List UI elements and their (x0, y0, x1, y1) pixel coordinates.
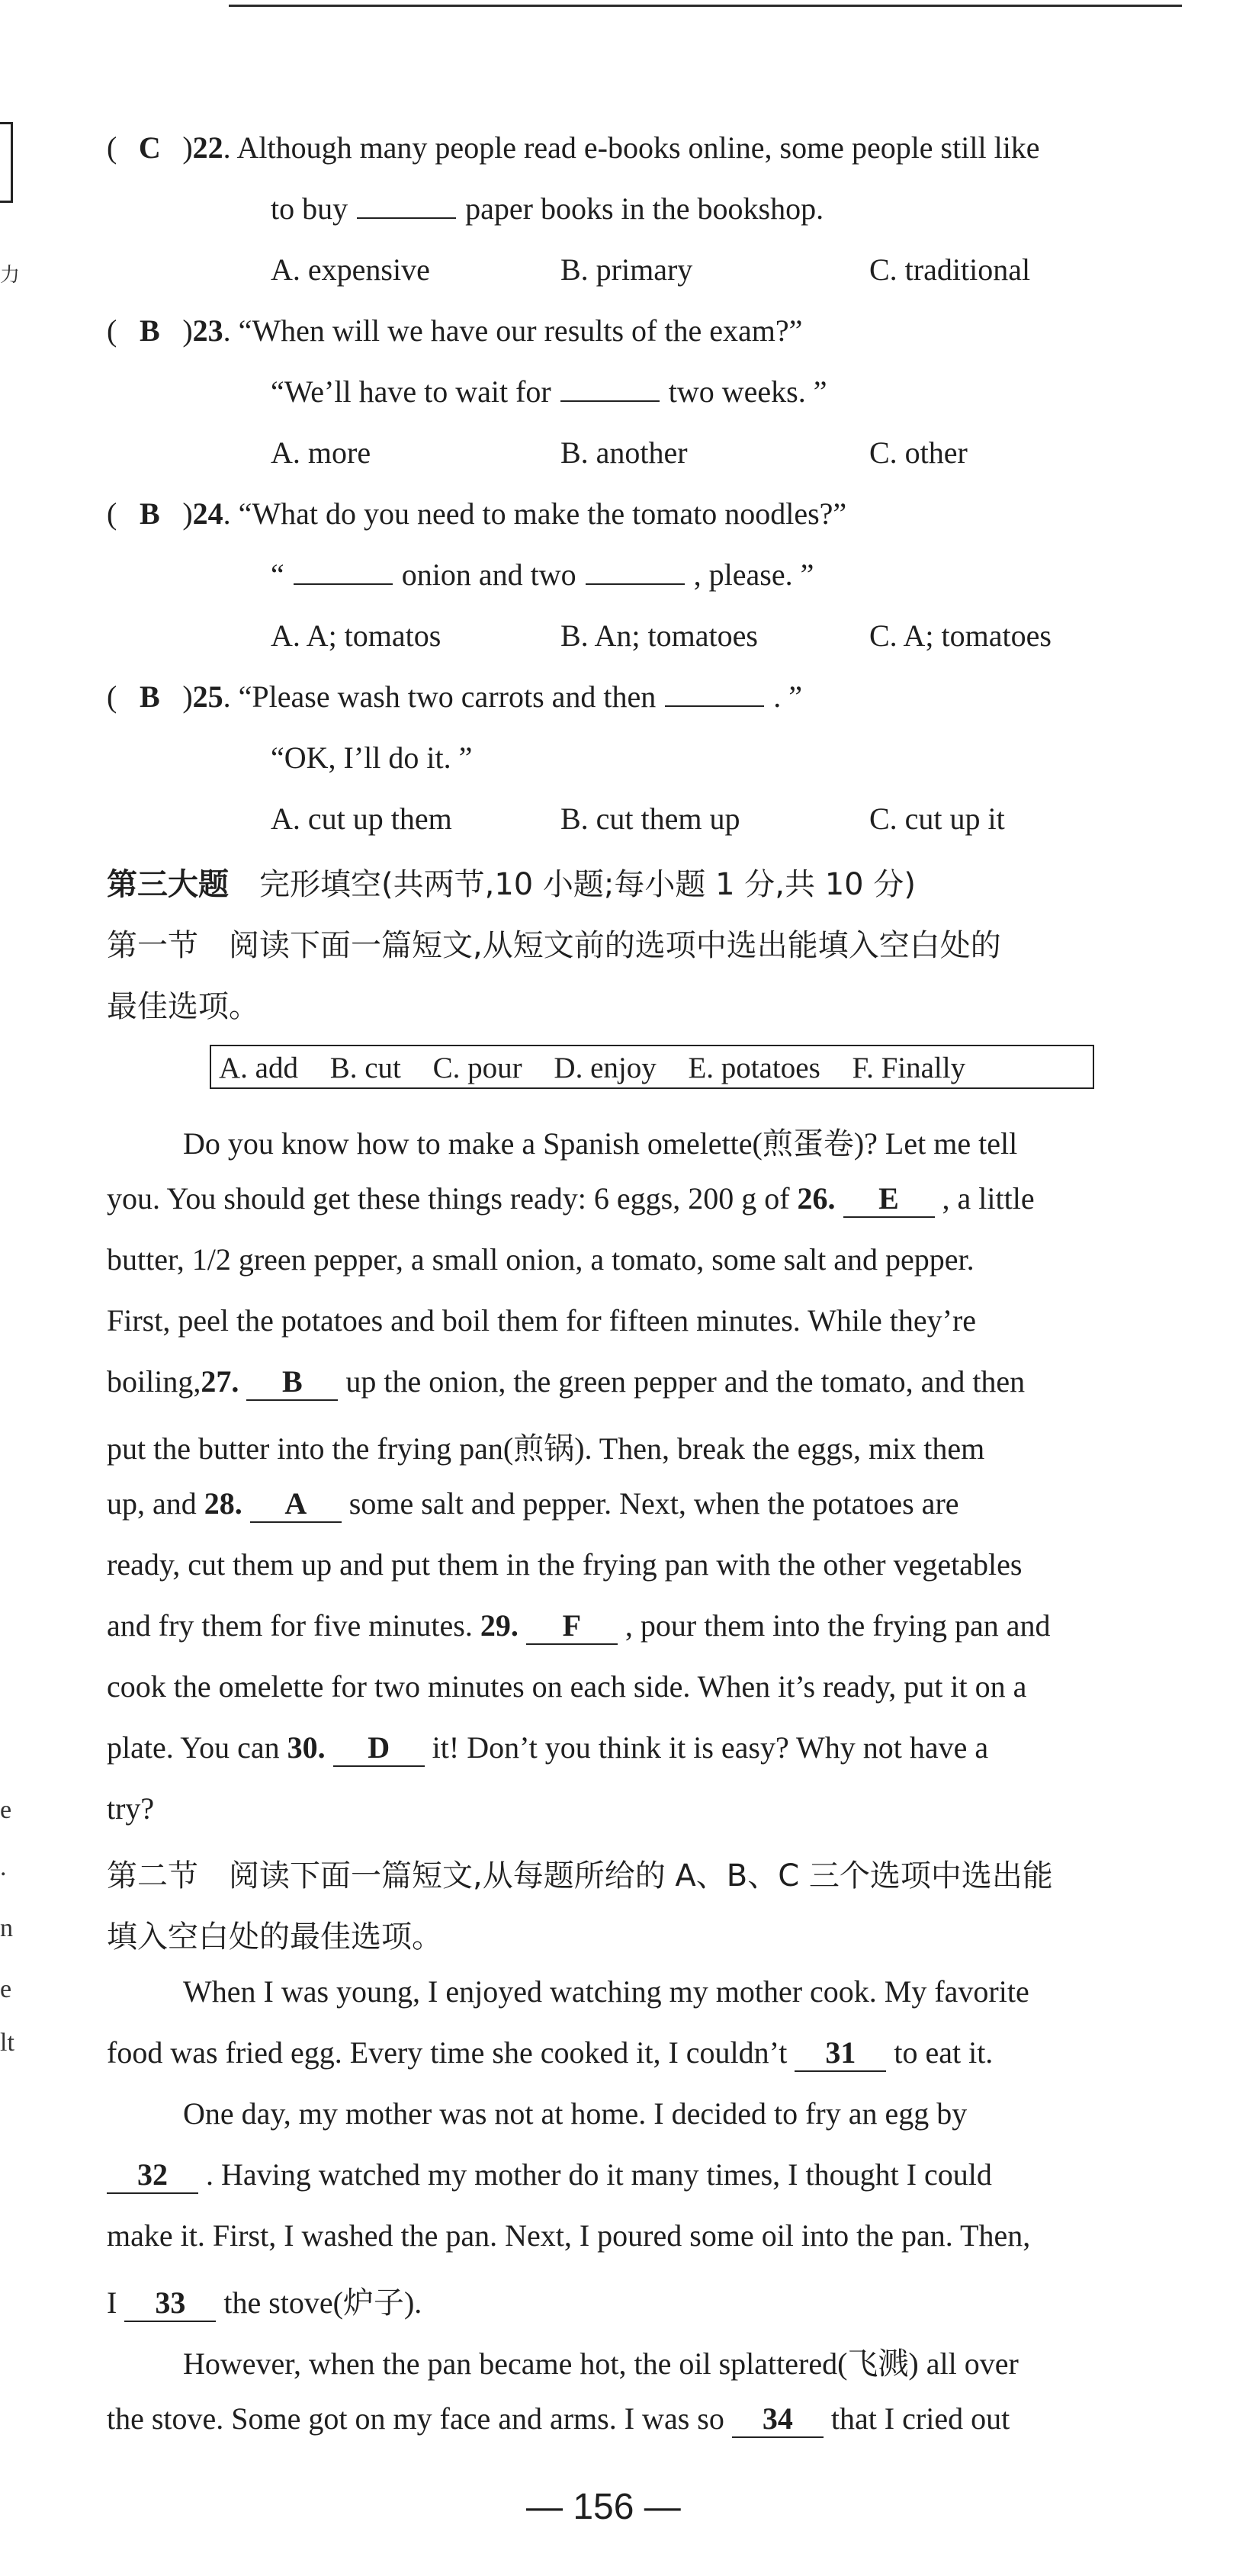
text: up the onion, the green pepper and the tomato, and then (345, 1364, 1026, 1399)
blank-number: 30. (287, 1730, 326, 1765)
question-text: , please. ” (693, 557, 814, 592)
question-number: 23 (192, 313, 223, 348)
text: , pour them into the frying pan and (625, 1608, 1051, 1643)
text: some salt and pepper. Next, when the potatoes are (348, 1486, 959, 1521)
section-heading (107, 860, 916, 904)
question-text: . ” (773, 679, 803, 714)
box-option: E. potatoes (688, 1052, 820, 1084)
text: you. You should get these things ready: 6 eggs, 200 g of (107, 1181, 790, 1216)
part1-instruction-cont: 最佳选项。 (107, 989, 259, 1024)
blank-number: 31 (795, 2035, 886, 2072)
passage-line: When I was young, I enjoyed watching my mother cook. My favorite (183, 1974, 1029, 2009)
text: plate. You can (107, 1730, 280, 1765)
question-22: ( C )22. Although many people read e-books online, some people still like (107, 128, 1040, 168)
option-b: B. primary (560, 252, 693, 287)
part2-instruction: 第二节 阅读下面一篇短文,从每题所给的 A、B、C 三个选项中选出能 (107, 1858, 1053, 1893)
question-text: Although many people read e-books online, some people still like (236, 130, 1040, 165)
question-number: 22 (192, 130, 223, 165)
passage-line: One day, my mother was not at home. I decided to fry an egg by (183, 2096, 968, 2131)
question-text: paper books in the bookshop. (465, 191, 824, 226)
passage-line: make it. First, I washed the pan. Next, I poured some oil into the pan. Then, (107, 2218, 1031, 2253)
text: and fry them for five minutes. (107, 1608, 473, 1643)
question-line (271, 372, 827, 412)
option-b: B. cut them up (560, 801, 740, 836)
blank-number: 28. (204, 1486, 242, 1521)
option-a: A. more (271, 435, 371, 470)
option-c: C. other (869, 435, 968, 470)
passage-line: Do you know how to make a Spanish omelette(煎蛋卷)? Let me tell (183, 1126, 1018, 1161)
passage-line (107, 1608, 1205, 1645)
blank-number: 29. (480, 1608, 519, 1643)
question-line (271, 189, 824, 229)
answer: B (139, 313, 160, 348)
blank-number: 27. (201, 1364, 239, 1399)
passage-line: try? (107, 1791, 155, 1826)
passage-line (107, 2035, 1205, 2072)
question-text: “When will we have our results of the exam?” (238, 313, 803, 348)
blank (357, 191, 456, 219)
margin-char: e (0, 1975, 12, 2003)
section-title: 第三大题 (107, 867, 229, 902)
box-option: F. Finally (852, 1052, 966, 1084)
margin-char: . (0, 1853, 7, 1881)
box-option: D. enjoy (554, 1052, 657, 1084)
option-b: B. An; tomatoes (560, 618, 758, 653)
question-text: “We’ll have to wait for (271, 374, 551, 409)
passage-line (107, 1486, 1205, 1523)
option-a: A. A; tomatos (271, 618, 442, 653)
question-text: “What do you need to make the tomato noodles?” (238, 496, 847, 531)
margin-char: 力 (0, 264, 21, 286)
question-number: 24 (192, 496, 223, 531)
section-subtitle: 完形填空(共两节,10 小题;每小题 1 分,共 10 分) (259, 867, 916, 902)
question-number: 25 (192, 679, 223, 714)
blank (294, 557, 393, 585)
option-c: C. A; tomatoes (869, 618, 1052, 653)
blank (560, 374, 660, 402)
text: I (107, 2285, 117, 2320)
margin-tab (0, 122, 13, 203)
text: boiling, (107, 1364, 201, 1399)
passage-line: put the butter into the frying pan(煎锅). Then, break the eggs, mix them (107, 1431, 985, 1466)
answer: C (138, 130, 161, 165)
part1-instruction: 第一节 阅读下面一篇短文,从短文前的选项中选出能填入空白处的 (107, 928, 1001, 963)
text: food was fried egg. Every time she cooked it, I couldn’t (107, 2035, 788, 2070)
passage-line (107, 1730, 1205, 1767)
question-25: ( B )25. “Please wash two carrots and then . ” (107, 677, 802, 717)
top-rule (229, 5, 1182, 7)
passage-line: ready, cut them up and put them in the frying pan with the other vegetables (107, 1547, 1023, 1582)
text: the stove. Some got on my face and arms. I was so (107, 2401, 724, 2436)
option-box (210, 1045, 1094, 1089)
margin-char: e (0, 1796, 12, 1824)
text: that I cried out (830, 2401, 1010, 2436)
box-option: C. pour (432, 1052, 522, 1084)
passage-line (107, 1180, 1205, 1218)
question-text: “Please wash two carrots and then (238, 679, 657, 714)
filled-answer: F (526, 1608, 618, 1645)
passage-line: However, when the pan became hot, the oil splattered(飞溅) all over (183, 2346, 1019, 2381)
blank-number: 33 (124, 2285, 216, 2322)
filled-answer: A (250, 1486, 342, 1523)
question-23: ( B )23. “When will we have our results of the exam?” (107, 311, 802, 351)
option-a: A. cut up them (271, 801, 452, 836)
blank (586, 557, 685, 585)
blank (665, 679, 764, 707)
passage-line (107, 1363, 1205, 1401)
question-text: two weeks. ” (668, 374, 827, 409)
text: the stove(炉子). (223, 2285, 422, 2320)
page-number: — 156 — (526, 2487, 681, 2527)
box-option: B. cut (329, 1052, 401, 1084)
passage-line: butter, 1/2 green pepper, a small onion, a tomato, some salt and pepper. (107, 1242, 975, 1277)
part2-instruction-cont: 填入空白处的最佳选项。 (107, 1919, 442, 1954)
answer: B (139, 679, 160, 714)
filled-answer: D (333, 1730, 425, 1767)
passage-line: cook the omelette for two minutes on each side. When it’s ready, put it on a (107, 1669, 1027, 1704)
text: up, and (107, 1486, 197, 1521)
blank-number: 32 (107, 2157, 198, 2194)
text: , a little (942, 1181, 1035, 1216)
text: . Having watched my mother do it many times, I thought I could (206, 2157, 992, 2192)
passage-line: First, peel the potatoes and boil them for fifteen minutes. While they’re (107, 1303, 977, 1338)
question-line: “OK, I’ll do it. ” (271, 740, 473, 775)
blank-number: 26. (797, 1181, 836, 1216)
text: it! Don’t you think it is easy? Why not have a (432, 1730, 989, 1765)
answer: B (139, 496, 160, 531)
option-c: C. traditional (869, 252, 1031, 287)
option-a: A. expensive (271, 252, 430, 287)
text: to eat it. (894, 2035, 994, 2070)
blank-number: 34 (732, 2401, 824, 2438)
filled-answer: E (843, 1180, 935, 1218)
question-line (271, 555, 814, 595)
question-text: to buy (271, 191, 348, 226)
question-24: ( B )24. “What do you need to make the tomato noodles?” (107, 494, 846, 534)
margin-char: lt (0, 2028, 14, 2057)
question-text: onion and two (401, 557, 576, 592)
margin-char: n (0, 1914, 13, 1942)
filled-answer: B (246, 1363, 338, 1401)
option-b: B. another (560, 435, 688, 470)
question-text: “ (271, 557, 284, 592)
option-c: C. cut up it (869, 801, 1005, 836)
passage-line (107, 2157, 1205, 2194)
passage-line (107, 2401, 1205, 2438)
passage-line (107, 2279, 1205, 2322)
box-option: A. add (219, 1052, 298, 1084)
